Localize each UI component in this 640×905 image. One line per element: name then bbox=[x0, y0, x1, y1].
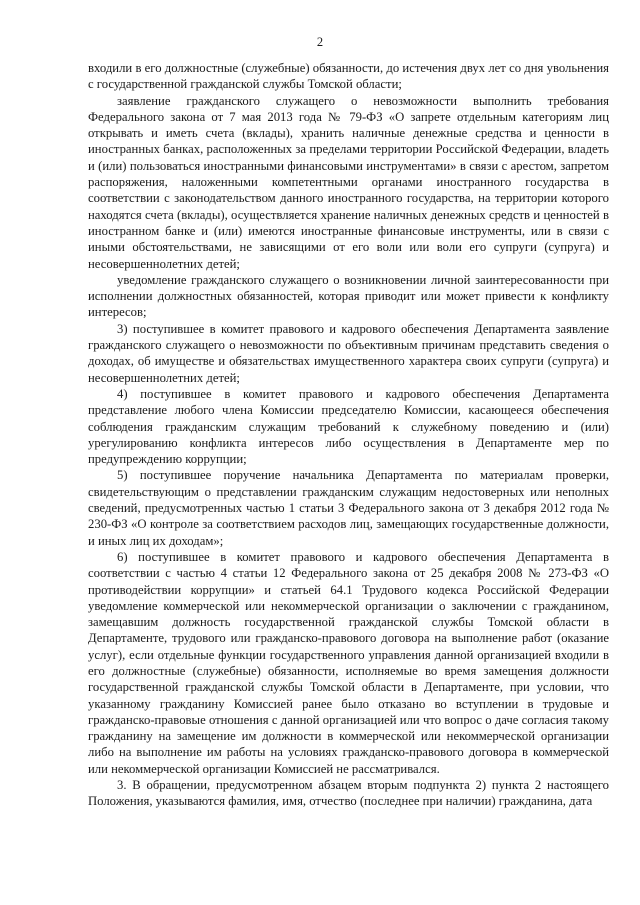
paragraph-item-6: 6) поступившее в комитет правового и кадрового обеспечения Департамента в соответствии с частью 4 статьи 12 Федерального закона от 25 декабря 2008 № 273-ФЗ «О противодействии коррупции» и статьей 64.1 Трудового кодекса Российской Федерации уведомление коммерческой или некоммерческой организации о заключении с гражданином, замещавшим должность государственной гражданской службы Томской области в Департаменте, трудового или гражданско-правового договора на выполнение работ (оказание услуг), если отдельные функции государственного управления данной организацией входили в его должностные (служебные) обязанности, исполняемые во время замещения должности государственной гражданской службы Томской области в Департаменте, при условии, что указанному гражданину Комиссией ранее было отказано во вступлении в трудовые и гражданско-правовые отношения с данной организацией или что вопрос о даче согласия такому гражданину на замещение им должности в коммерческой или некоммерческой организации либо на выполнение им работы на условиях гражданско-правового договора в коммерческой или некоммерческой организации Комиссией не рассматривался. bbox=[88, 549, 609, 776]
paragraph-item-5: 5) поступившее поручение начальника Департамента по материалам проверки, свидетельствующим о представлении гражданским служащим недостоверных или неполных сведений, предусмотренных частью 1 статьи 3 Федерального закона от 3 декабря 2012 года № 230-ФЗ «О контроле за соответствием расходов лиц, замещающих государственные должности, и иных лиц их доходам»; bbox=[88, 468, 609, 548]
paragraph-notice-personal-interest: уведомление гражданского служащего о возникновении личной заинтересованности при исполнении должностных обязанностей, которая приводит или может привести к конфликту интересов; bbox=[88, 272, 609, 320]
page-number: 2 bbox=[316, 35, 324, 49]
paragraph-statement-foreign-accounts: заявление гражданского служащего о невозможности выполнить требования Федерального закона от 7 мая 2013 года № 79-ФЗ «О запрете отдельным категориям лиц открывать и иметь счета (вклады), хранить наличные денежные средства и ценности в иностранных банках, расположенных за пределами территории Российской Федерации, владеть и (или) пользоваться иностранными финансовыми инструментами» в связи с арестом, запретом распоряжения, наложенными компетентными органами иностранного государства в соответствии с законодательством данного иностранного государства, на территории которого находятся счета (вклады), осуществляется хранение наличных денежных средств и ценностей в иностранном банке и (или) имеются иностранные финансовые инструменты, или в связи с иными обстоятельствами, не зависящими от его воли или воли его супруги (супруга) и несовершеннолетних детей; bbox=[88, 93, 609, 271]
document-body bbox=[88, 60, 609, 810]
paragraph-item-4: 4) поступившее в комитет правового и кадрового обеспечения Департамента представление любого члена Комиссии председателю Комиссии, касающееся обеспечения соблюдения гражданским служащим требований к служебному поведению и (или) урегулированию конфликта интересов либо осуществления в Департаменте мер по предупреждению коррупции; bbox=[88, 386, 609, 467]
paragraph-item-3: 3) поступившее в комитет правового и кадрового обеспечения Департамента заявление гражданского служащего о невозможности по объективным причинам представить сведения о доходах, об имуществе и обязательствах имущественного характера своих супруги (супруга) и несовершеннолетних детей; bbox=[88, 321, 609, 385]
paragraph-continuation: входили в его должностные (служебные) обязанности, до истечения двух лет со дня увольнения с государственной гражданской службы Томской области; bbox=[88, 61, 609, 92]
paragraph-section-3: 3. В обращении, предусмотренном абзацем вторым подпункта 2) пункта 2 настоящего Положения, указываются фамилия, имя, отчество (последнее при наличии) гражданина, дата bbox=[88, 778, 609, 809]
